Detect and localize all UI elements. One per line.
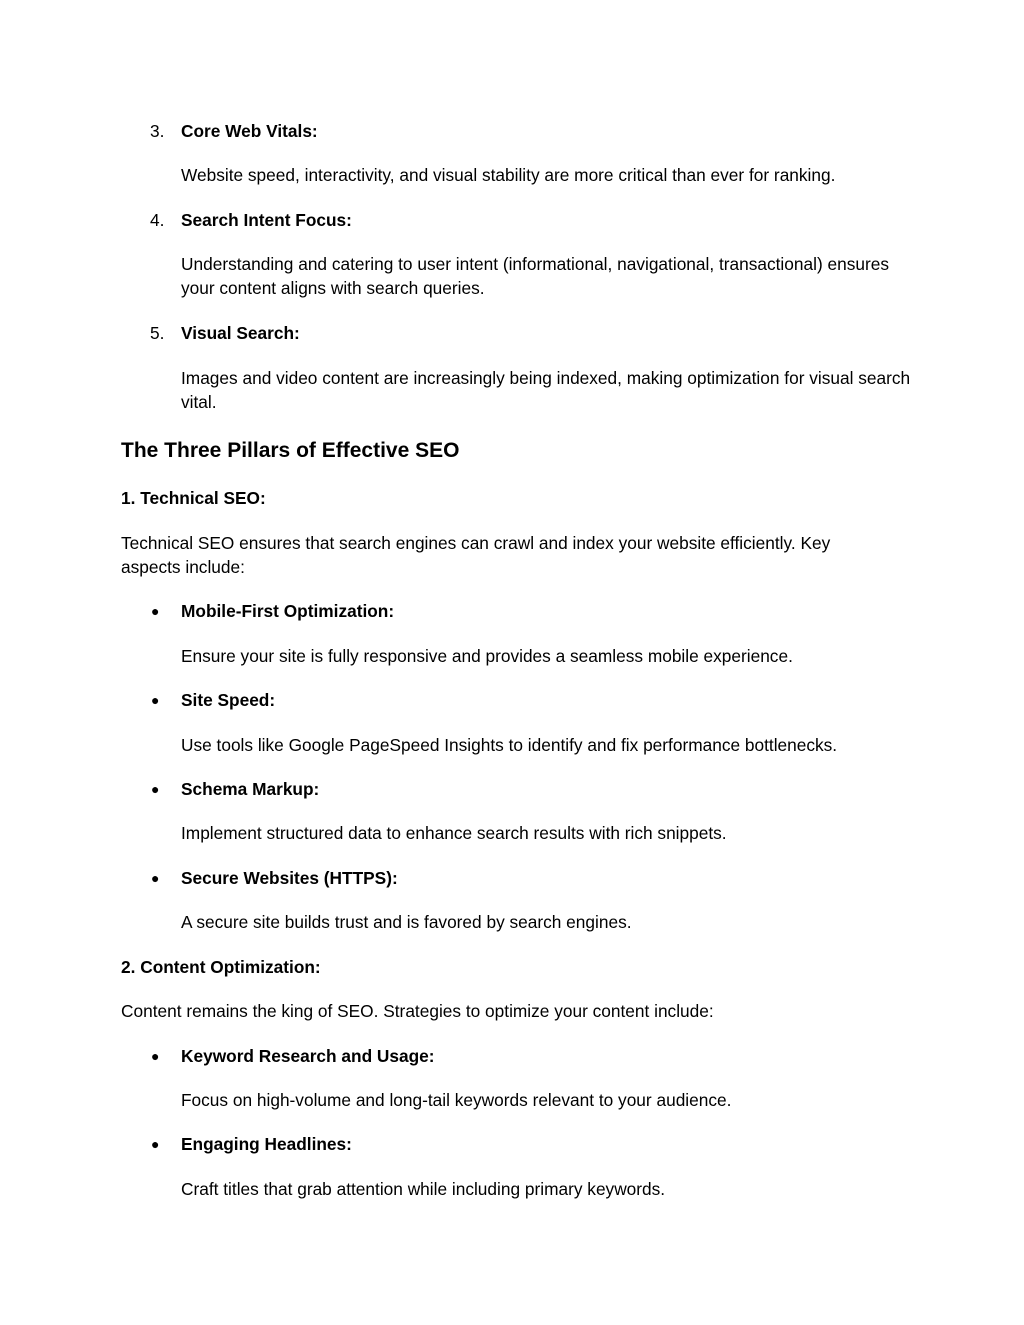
bullet-item-title: Secure Websites (HTTPS): [181,868,398,888]
list-item-title: Search Intent Focus: [181,210,352,230]
list-item-title: Core Web Vitals: [181,121,318,141]
bullet-icon: ● [151,692,160,708]
content-intro: Content remains the king of SEO. Strategies to optimize your content include: [121,1001,714,1021]
list-number: 3. [150,121,165,141]
list-item-body: Images and video content are increasingly being indexed, making optimization for visual search vital. [181,368,911,412]
bullet-item-body: Ensure your site is fully responsive and provides a seamless mobile experience. [181,646,793,666]
bullet-item-body: Craft titles that grab attention while including primary keywords. [181,1179,666,1199]
list-item-body: Website speed, interactivity, and visual stability are more critical than ever for ranking. [181,165,836,185]
bullet-item-body: Focus on high-volume and long-tail keywords relevant to your audience. [181,1090,732,1110]
bullet-icon: ● [151,1048,160,1064]
list-number: 5. [150,323,165,343]
bullet-item-title: Mobile-First Optimization: [181,601,395,621]
bullet-icon: ● [151,1136,160,1152]
section-heading: The Three Pillars of Effective SEO [121,439,460,462]
technical-intro: Technical SEO ensures that search engines can crawl and index your website efficiently. Key aspects include: [121,533,831,577]
bullet-item-title: Keyword Research and Usage: [181,1046,435,1066]
list-number: 4. [150,210,165,230]
bullet-item-body: A secure site builds trust and is favored by search engines. [181,912,632,932]
list-item-body: Understanding and catering to user intent (informational, navigational, transactional) ensures your content aligns with search queries. [181,254,889,298]
bullet-icon: ● [151,781,160,797]
bullet-item-title: Schema Markup: [181,779,320,799]
subsection-heading-technical: 1. Technical SEO: [121,488,266,508]
bullet-icon: ● [151,870,160,886]
list-item-title: Visual Search: [181,323,300,343]
bullet-item-body: Implement structured data to enhance search results with rich snippets. [181,823,727,843]
bullet-item-title: Engaging Headlines: [181,1134,352,1154]
bullet-icon: ● [151,603,160,619]
subsection-heading-content: 2. Content Optimization: [121,957,321,977]
bullet-item-title: Site Speed: [181,690,276,710]
bullet-item-body: Use tools like Google PageSpeed Insights to identify and fix performance bottlenecks. [181,735,838,755]
